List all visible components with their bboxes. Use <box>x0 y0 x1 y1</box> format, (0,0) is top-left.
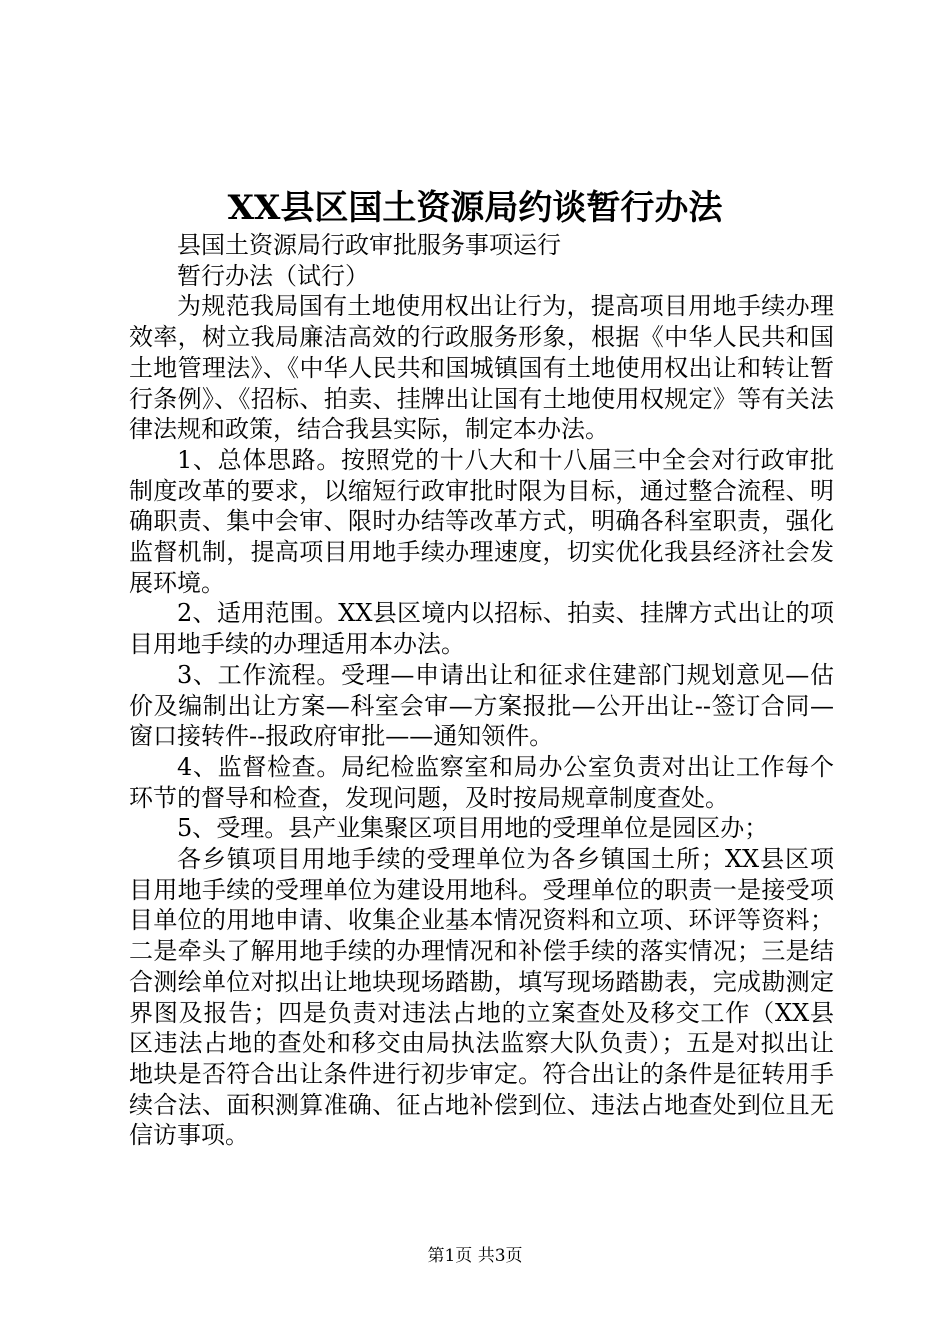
document-body <box>129 230 834 1151</box>
subtitle-line-2: 暂行办法（试行） <box>177 261 369 290</box>
subtitle-line-1: 县国土资源局行政审批服务事项运行 <box>177 231 561 259</box>
page-number-footer: 第1页 共3页 <box>427 1246 523 1266</box>
paragraph-preamble: 为规范我局国有土地使用权出让行为，提高项目用地手续办理效率，树立我局廉洁高效的行政服务形象，根据《中华人民共和国土地管理法》、《中华人民共和国城镇国有土地使用权出让和转让暂行条例》、《招标、拍卖、挂牌出让国有土地使用权规定》等有关法律法规和政策，结合我县实际，制定本办法。 <box>129 292 834 444</box>
document-title: XX县区国土资源局约谈暂行办法 <box>227 188 723 228</box>
paragraph-acceptance: 5、受理。县产业集聚区项目用地的受理单位是园区办； <box>177 814 769 843</box>
paragraph-scope: 2、适用范围。XX县区境内以招标、拍卖、挂牌方式出让的项目用地手续的办理适用本办法。 <box>129 599 834 659</box>
paragraph-acceptance-units: 各乡镇项目用地手续的受理单位为各乡镇国土所；XX县区项目用地手续的受理单位为建设用地科。受理单位的职责一是接受项目单位的用地申请、收集企业基本情况资料和立项、环评等资料；二是牵头了解用地手续的办理情况和补偿手续的落实情况；三是结合测绘单位对拟出让地块现场踏勘，填写现场踏勘表，完成勘测定界图及报告；四是负责对违法占地的立案查处及移交工作（XX县区违法占地的查处和移交由局执法监察大队负责）；五是对拟出让地块是否符合出让条件进行初步审定。符合出让的条件是征转用手续合法、面积测算准确、征占地补偿到位、违法占地查处到位且无信访事项。 <box>129 845 834 1150</box>
paragraph-supervision: 4、监督检查。局纪检监察室和局办公室负责对出让工作每个环节的督导和检查，发现问题，及时按局规章制度查处。 <box>129 752 834 812</box>
paragraph-workflow: 3、工作流程。受理—申请出让和征求住建部门规划意见—估价及编制出让方案—科室会审—方案报批—公开出让--签订合同—窗口接转件--报政府审批——通知领件。 <box>129 660 834 751</box>
paragraph-overall-idea: 1、总体思路。按照党的十八大和十八届三中全会对行政审批制度改革的要求，以缩短行政审批时限为目标，通过整合流程、明确职责、集中会审、限时办结等改革方式，明确各科室职责，强化监督机制，提高项目用地手续办理速度，切实优化我县经济社会发展环境。 <box>129 445 834 597</box>
